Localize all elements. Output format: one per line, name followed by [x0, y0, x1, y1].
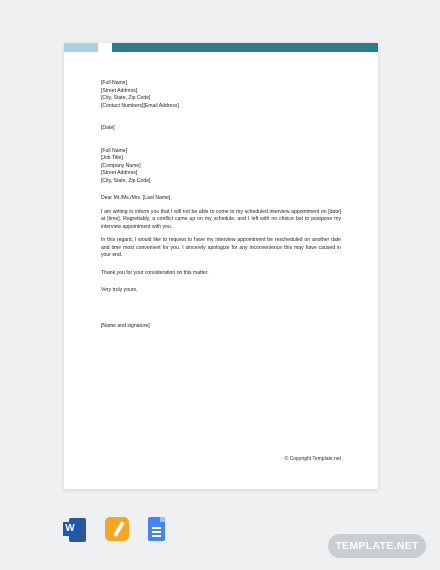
- recipient-company: [Company Name]: [101, 162, 141, 169]
- paragraph-3: Thank you for your consideration on this matter.: [101, 269, 209, 276]
- sender-street: [Street Address]: [101, 87, 138, 94]
- sender-contact: [Contact Numbers][Email Address]: [101, 102, 179, 109]
- closing: Very truly yours,: [101, 287, 138, 293]
- copyright-text: © Copyright Template.net: [284, 456, 341, 462]
- letter-date: [Date]: [101, 125, 115, 131]
- recipient-city: [City, State, Zip Code]: [101, 177, 151, 184]
- paragraph-2: In this regard, I would like to request to have my interview appointment be rescheduled on another date and time most convenient for you. I sincerely apologize for any inconvenience this may have caused in your end.: [101, 237, 341, 258]
- word-icon[interactable]: W: [63, 516, 89, 544]
- paragraph-1: I am writing to inform you that I will not be able to come to my scheduled interview appointment on [date] at [time]. Regrettably, a conflict came up on my schedule, and I left with no choice but to postpone my interview appointment with you.: [101, 208, 341, 230]
- google-docs-icon[interactable]: [143, 516, 169, 544]
- pages-icon[interactable]: [103, 516, 129, 544]
- brand-badge[interactable]: TEMPLATE.NET: [328, 534, 426, 558]
- header-accent-light: [64, 43, 98, 52]
- letter-body: [101, 80, 341, 330]
- signature: [Name and signature]: [101, 322, 150, 329]
- sender-city: [City, State, Zip Code]: [101, 95, 151, 101]
- salutation: Dear Mr./Ms./Mrs. [Last Name],: [101, 195, 172, 201]
- recipient-job-title: [Job Title]: [101, 155, 123, 161]
- letter-page: [64, 43, 378, 489]
- recipient-name: [Full Name]: [101, 147, 128, 154]
- header-accent-dark: [112, 43, 378, 52]
- sender-name: [Full Name]: [101, 80, 128, 86]
- recipient-street: [Street Address]: [101, 170, 138, 176]
- app-icons: [63, 516, 169, 544]
